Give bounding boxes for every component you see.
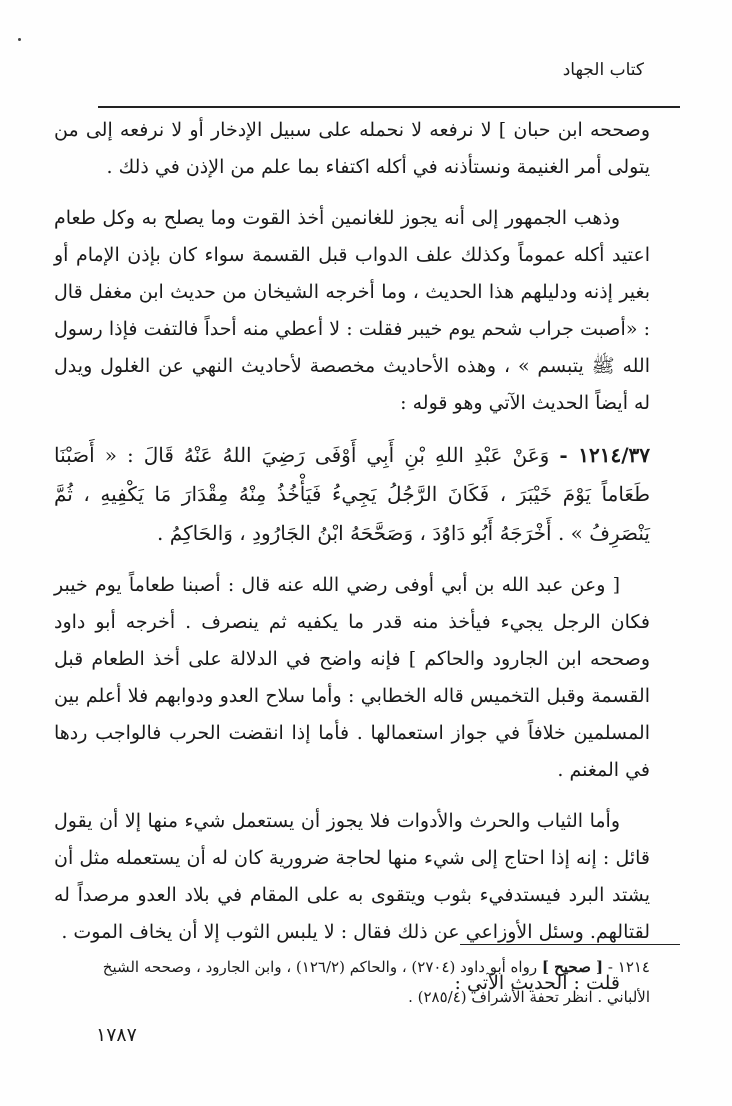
paragraph: وذهب الجمهور إلى أنه يجوز للغانمين أخذ القوت وما يصلح به وكل طعام اعتيد أكله عموماً وكذلك علف الدواب قبل القسمة سواء كان بإذن الإمام أو بغير إذنه ودليلهم هذا الحديث ، وما أخرجه الشيخان من حديث ابن مغفل قال : «أصبت جراب شحم يوم خيبر فقلت : لا أعطي منه أحداً فالتفت فإذا رسول الله ﷺ يتبسم » ، وهذه الأحاديث مخصصة لأحاديث النهي عن الغلول ويدل له أيضاً الحديث الآتي وهو قوله : (54, 207, 650, 414)
footnote (58, 952, 650, 1012)
main-text (54, 112, 650, 1016)
footnote-grade: [ صحيح ] (541, 958, 604, 976)
scan-speck (18, 38, 21, 41)
commentary-paragraph: وأما الثياب والحرث والأدوات فلا يجوز أن يستعمل شيء منها إلا أن يقول قائل : إنه إذا احتاج إلى شيء منها لحاجة ضرورية كان له أن يستعمله مثل أن يشتد البرد فيستدفيء بثوب ويتقوى به على المقام في بلاد العدو مرصداً له لقتالهم. وسئل الأوزاعي عن ذلك فقال : لا يلبس الثوب إلا أن يخاف الموت . (54, 810, 650, 943)
footnote-number: ١٢١٤ - (607, 958, 650, 976)
hadith-block (54, 436, 650, 553)
footnote-text: رواه أبو داود (٢٧٠٤) ، والحاكم (١٢٦/٢) ، وابن الجارود ، وصححه الشيخ الألباني . انظر تحفة الأشراف (٢٨٥/٤) . (102, 958, 650, 1006)
paragraph: وصححه ابن حبان ] لا نرفعه لا نحمله على سبيل الإدخار أو لا نرفعه إلى من يتولى أمر الغنيمة ونستأذنه في أكله اكتفاء بما علم من الإذن في ذلك . (54, 119, 650, 178)
hadith-text: وَعَنْ عَبْدِ اللهِ بْنِ أَبِي أَوْفَى رَضِيَ اللهُ عَنْهُ قَالَ : « أَصَبْنَا طَعَاماً يَوْمَ خَيْبَرَ ، فَكَانَ الرَّجُلُ يَجِيءُ فَيَأْخُذُ مِنْهُ مِقْدَارَ مَا يَكْفِيهِ ، ثُمَّ يَنْصَرِفُ » . أَخْرَجَهُ أَبُو دَاوُدَ ، وَصَحَّحَهُ ابْنُ الجَارُودِ ، وَالحَاكِمُ . (54, 443, 650, 545)
running-title: كتاب الجهاد (562, 60, 644, 80)
page-number: ١٧٨٧ (96, 1024, 137, 1046)
footnote-rule (460, 944, 680, 945)
hadith-number: ١٢١٤/٣٧ - (559, 443, 650, 467)
commentary-paragraph: [ وعن عبد الله بن أبي أوفى رضي الله عنه قال : أصبنا طعاماً يوم خيبر فكان الرجل يجيء فيأخذ منه قدر ما يكفيه ثم ينصرف . أخرجه أبو داود وصححه ابن الجارود والحاكم ] فإنه واضح في الدلالة على أخذ الطعام قبل القسمة وقبل التخميس قاله الخطابي : وأما سلاح العدو ودوابهم فلا أعلم بين المسلمين خلافاً في جواز استعمالها . فأما إذا انقضت الحرب فالواجب ردها في المغنم . (54, 574, 650, 781)
header-rule (98, 106, 680, 108)
commentary-paragraph: قلت : الحديث الآتي : (454, 972, 620, 994)
